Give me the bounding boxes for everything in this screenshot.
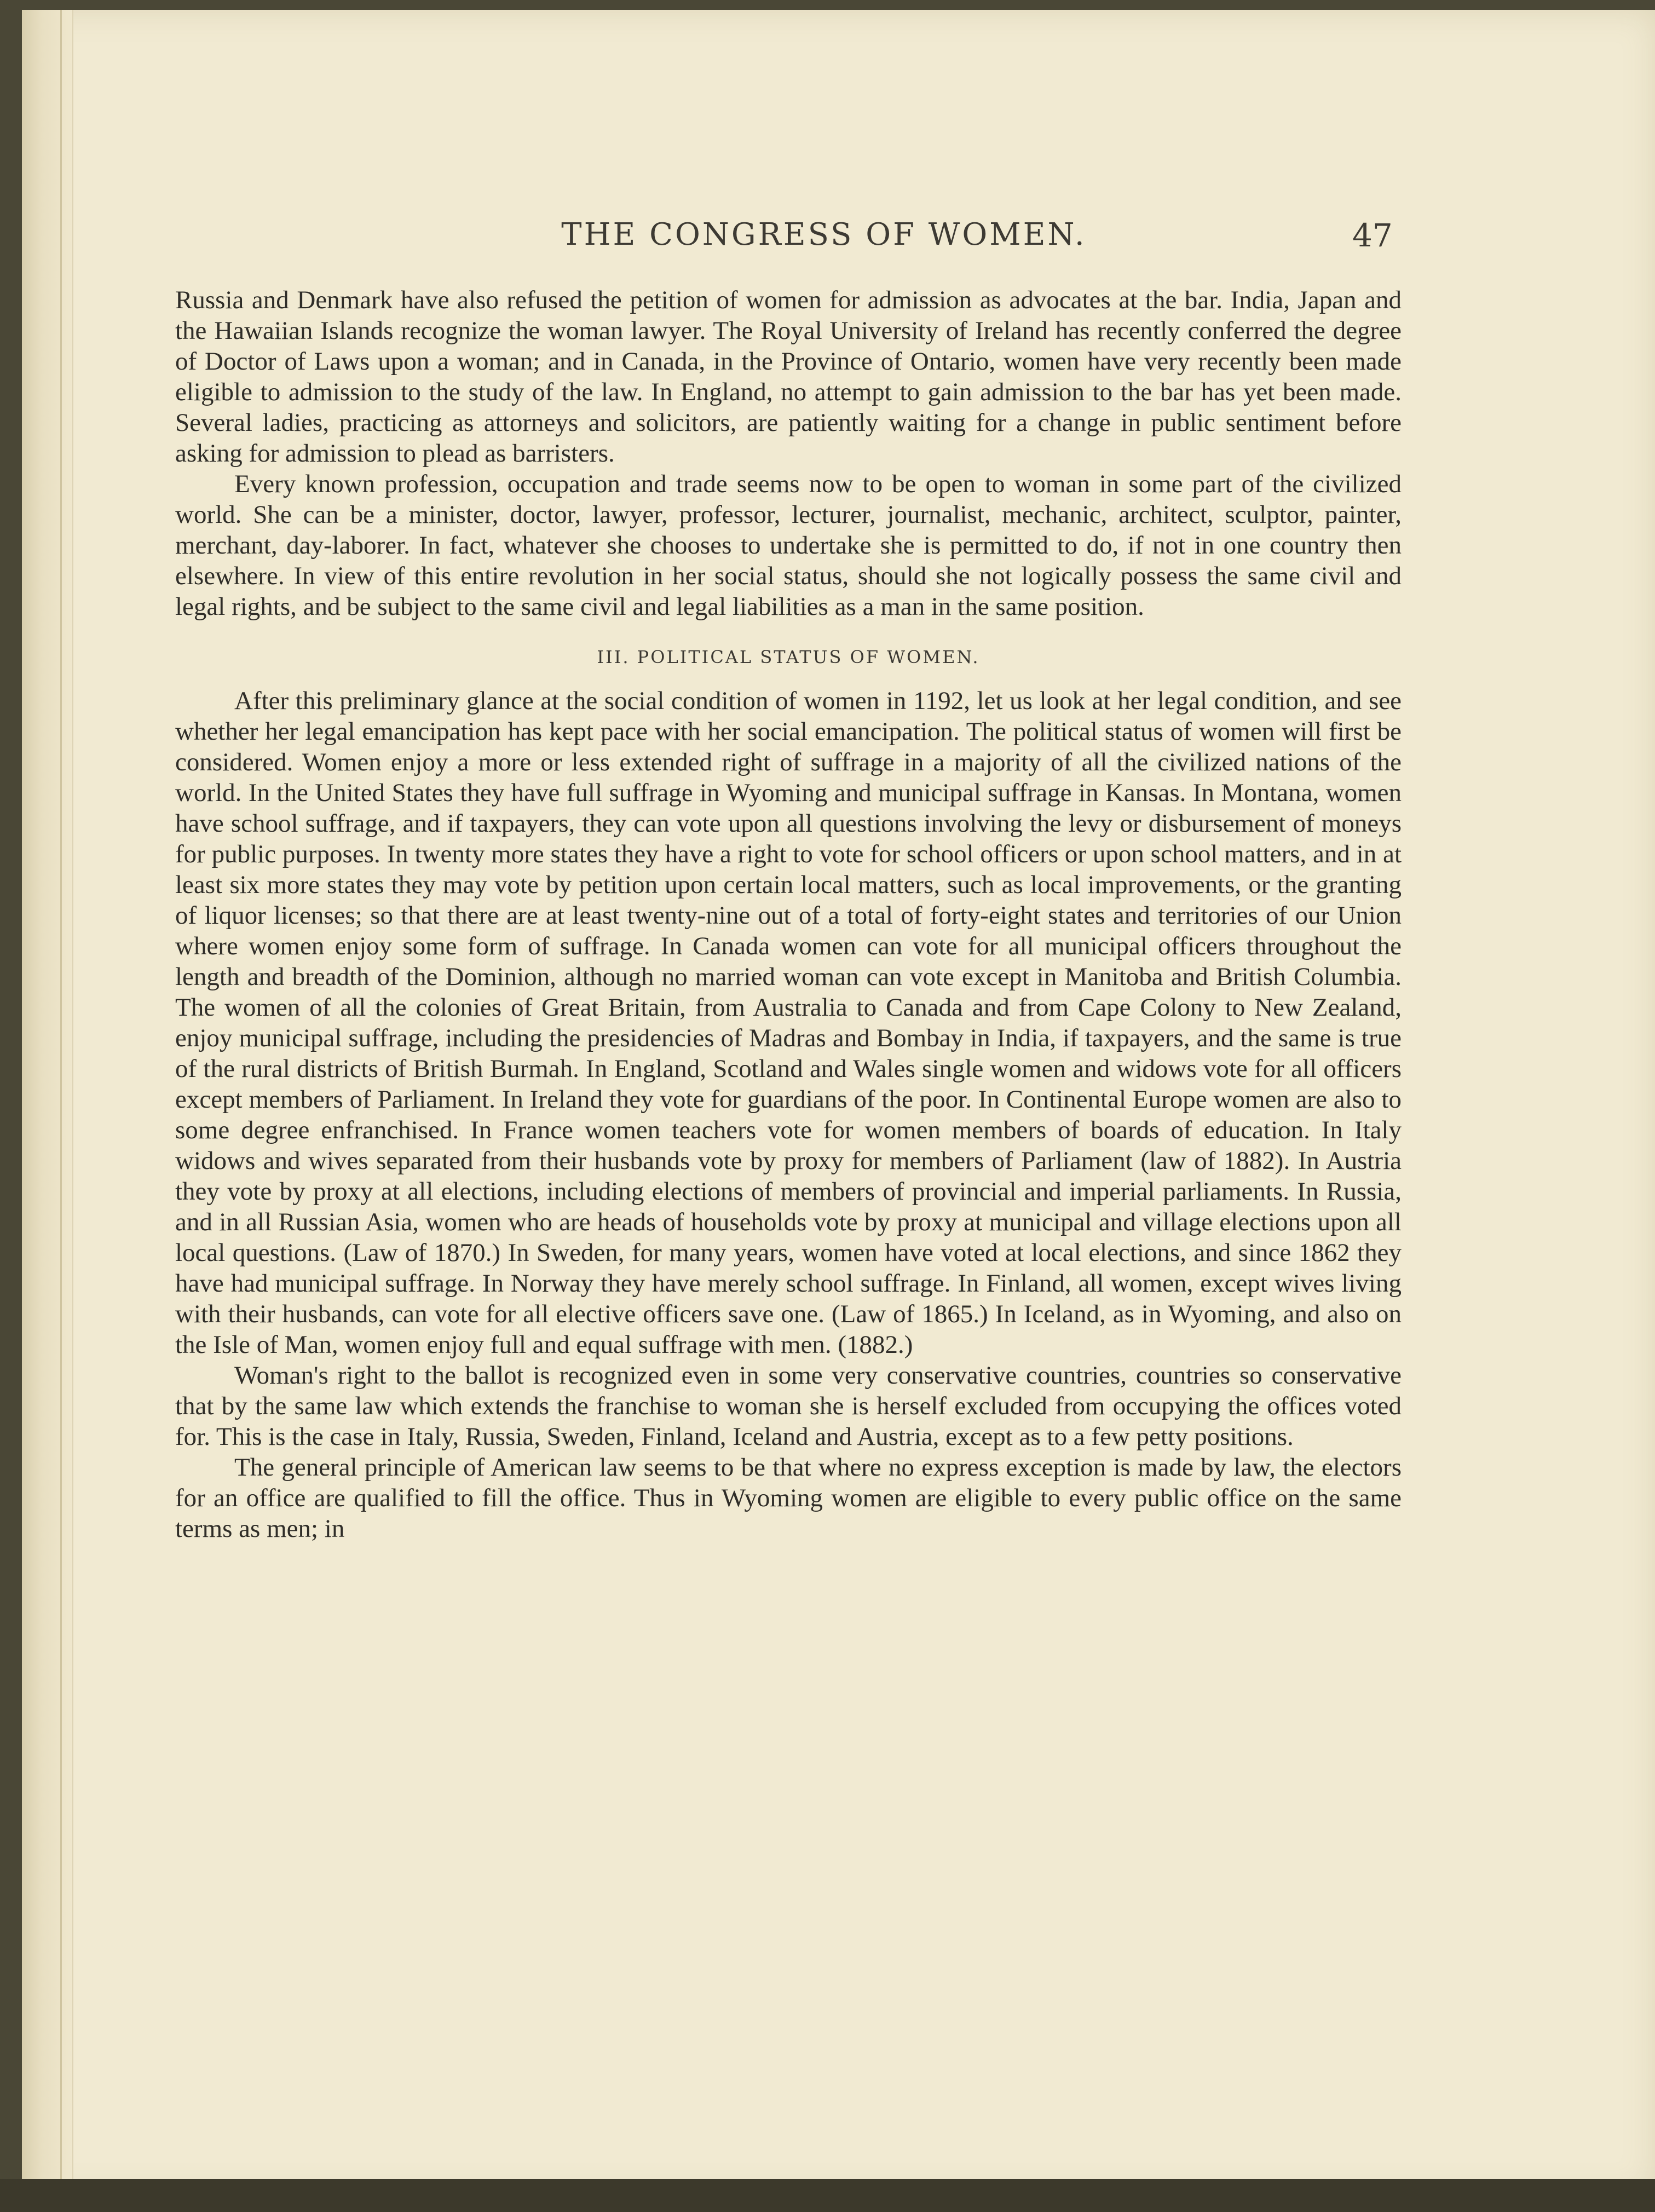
page-number: 47	[1352, 217, 1393, 254]
page-header	[22, 217, 1655, 266]
paragraph-ballot-rights: Woman's right to the ballot is recognized even in some very conservative countries, countries so conservative that by the same law which extends the franchise to woman she is herself excluded from occupying the offices voted for. This is the case in Italy, Russia, Sweden, Finland, Iceland and Austria, except as to a few petty positions.	[175, 1361, 1402, 1451]
paragraph-bar-admission: Russia and Denmark have also refused the petition of women for admission as advocates at the bar. India, Japan and the Hawaiian Islands recognize the woman lawyer. The Royal University of Ireland has recently conferred the degree of Doctor of Laws upon a woman; and in Canada, in the Province of Ontario, women have very recently been made eligible to admission to the study of the law. In England, no attempt to gain admission to the bar has yet been made. Several ladies, practicing as attorneys and solicitors, are patiently waiting for a change in public sentiment before asking for admission to plead as barristers.	[175, 286, 1402, 468]
book-binding-gutter	[22, 10, 73, 2194]
paragraph-political-status: After this preliminary glance at the social condition of women in 1192, let us look at her legal condition, and see whether her legal emancipation has kept pace with her social emancipation. The political status of women will first be considered. Women enjoy a more or less extended right of suffrage in a majority of all the civilized nations of the world. In the United States they have full suffrage in Wyoming and municipal suffrage in Kansas. In Montana, women have school suffrage, and if taxpayers, they can vote upon all questions involving the levy or disbursement of moneys for public purposes. In twenty more states they have a right to vote for school officers or upon school matters, and in at least six more states they may vote by petition upon certain local matters, such as local improvements, or the granting of liquor licenses; so that there are at least twenty-nine out of a total of forty-eight states and territories of our Union where women enjoy some form of suffrage. In Canada women can vote for all municipal officers throughout the length and breadth of the Dominion, although no married woman can vote except in Manitoba and British Columbia. The women of all the colonies of Great Britain, from Australia to Canada and from Cape Colony to New Zealand, enjoy municipal suffrage, including the presidencies of Madras and Bombay in India, if taxpayers, and the same is true of the rural districts of British Burmah. In England, Scotland and Wales single women and widows vote for all officers except members of Parliament. In Ireland they vote for guardians of the poor. In Continental Europe women are also to some degree enfranchised. In France women teachers vote for women members of boards of education. In Italy widows and wives separated from their husbands vote by proxy for members of Parliament (law of 1882). In Austria they vote by proxy at all elections, including elections of members of provincial and imperial parliaments. In Russia, and in all Russian Asia, women who are heads of households vote by proxy at municipal and village elections upon all local questions. (Law of 1870.) In Sweden, for many years, women have voted at local elections, and since 1862 they have had municipal suffrage. In Norway they have merely school suffrage. In Finland, all women, except wives living with their husbands, can vote for all elective officers save one. (Law of 1865.) In Iceland, as in Wyoming, and also on the Isle of Man, women enjoy full and equal suffrage with men. (1882.)	[175, 687, 1402, 1359]
running-title: THE CONGRESS OF WOMEN.	[561, 217, 1087, 252]
paragraph-professions: Every known profession, occupation and trade seems now to be open to woman in some part of the civilized world. She can be a minister, doctor, lawyer, professor, lecturer, journalist, mechanic, architect, sculptor, painter, merchant, day-laborer. In fact, whatever she chooses to undertake she is permitted to do, if not in one country then elsewhere. In view of this entire revolution in her social status, should she not logically possess the same civil and legal rights, and be subject to the same civil and legal liabilities as a man in the same position.	[175, 470, 1402, 621]
body-text	[175, 285, 1402, 1544]
paragraph-american-law: The general principle of American law seems to be that where no express exception is made by law, the electors for an office are qualified to fill the office. Thus in Wyoming women are eligible to every public office on the same terms as men; in	[175, 1453, 1402, 1543]
scan-bottom-edge	[0, 2179, 1655, 2212]
section-heading: III. POLITICAL STATUS OF WOMEN.	[597, 647, 980, 667]
binding-crease	[60, 10, 62, 2194]
